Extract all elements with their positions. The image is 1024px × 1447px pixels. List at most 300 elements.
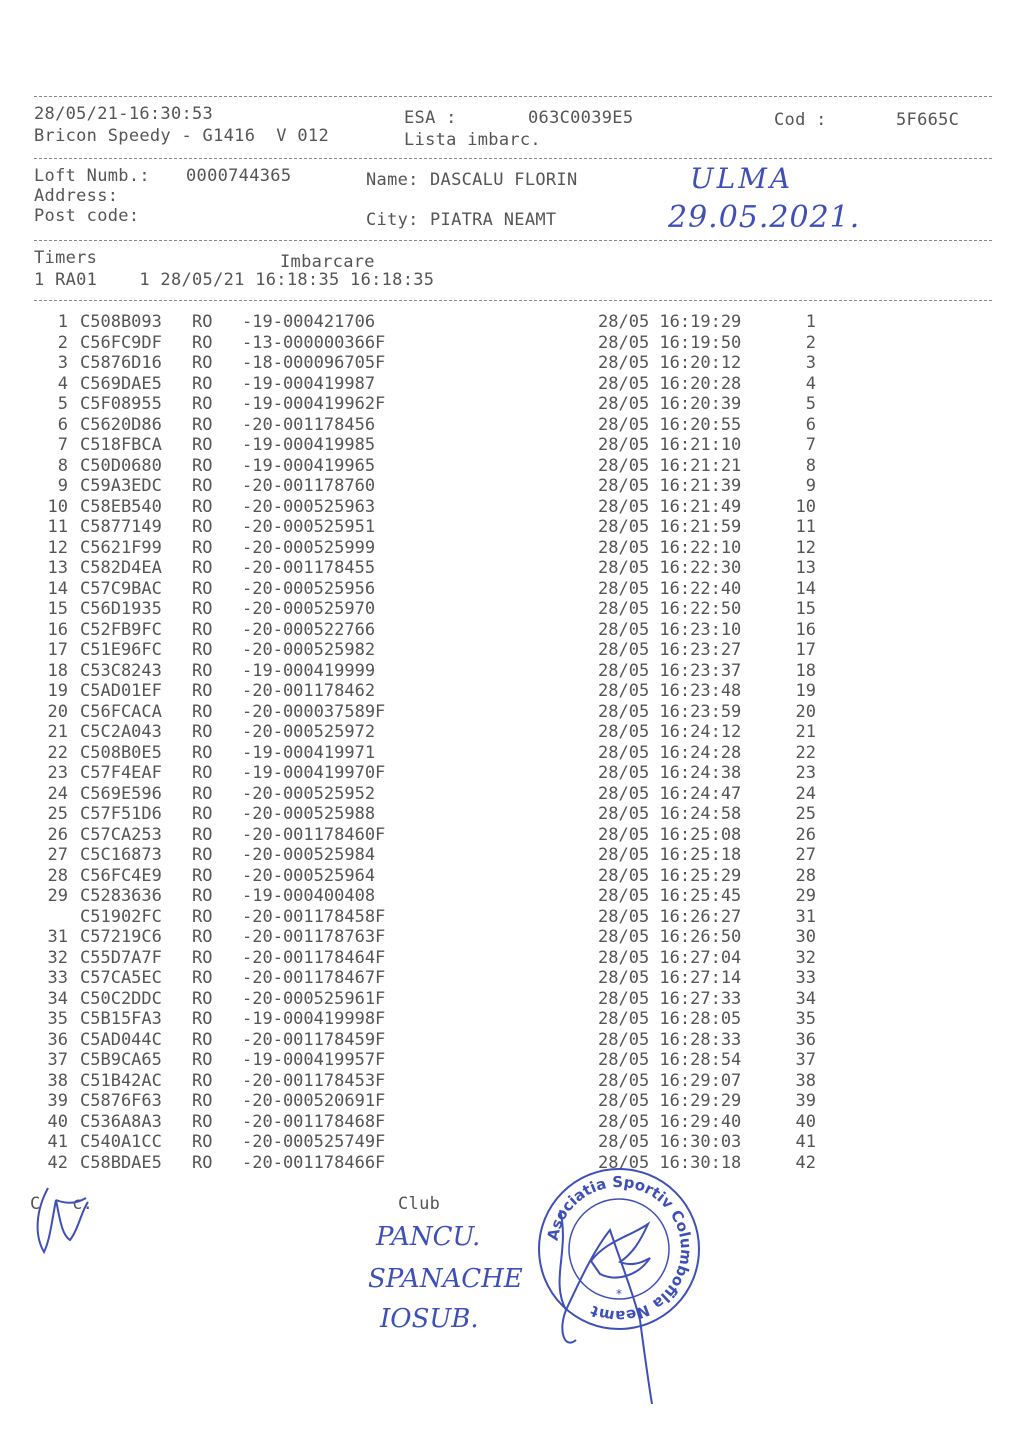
- row-country: RO: [192, 845, 213, 865]
- row-ring-number: -20-000525988: [242, 804, 376, 824]
- club-label: Club: [398, 1194, 441, 1214]
- cod-value: 5F665C: [896, 110, 960, 130]
- row-number: 41: [47, 1132, 68, 1152]
- row-ring-number: -19-000419971: [242, 743, 376, 763]
- row-position: 1: [805, 312, 816, 332]
- row-number: 21: [47, 722, 68, 742]
- row-country: RO: [192, 681, 213, 701]
- row-position: 8: [805, 456, 816, 476]
- loft-number-label: Loft Numb.:: [34, 166, 150, 186]
- row-country: RO: [192, 1050, 213, 1070]
- table-row: [0, 1009, 1024, 1029]
- row-arrival-time: 28/05 16:24:47: [598, 784, 742, 804]
- row-ring-code: C56FC9DF: [80, 333, 162, 353]
- handwritten-date: 29.05.2021.: [668, 200, 861, 235]
- row-country: RO: [192, 456, 213, 476]
- row-arrival-time: 28/05 16:30:18: [598, 1153, 742, 1173]
- row-position: 35: [795, 1009, 816, 1029]
- row-number: 12: [47, 538, 68, 558]
- table-row: [0, 538, 1024, 558]
- row-position: 10: [795, 497, 816, 517]
- table-row: [0, 907, 1024, 927]
- table-row: [0, 599, 1024, 619]
- address-label: Address:: [34, 186, 119, 206]
- row-ring-number: -20-001178462: [242, 681, 376, 701]
- cod-label: Cod :: [774, 110, 827, 130]
- row-country: RO: [192, 1132, 213, 1152]
- row-number: 17: [47, 640, 68, 660]
- row-ring-number: -20-001178763F: [242, 927, 386, 947]
- row-ring-code: C58BDAE5: [80, 1153, 162, 1173]
- row-country: RO: [192, 415, 213, 435]
- row-country: RO: [192, 579, 213, 599]
- table-row: [0, 579, 1024, 599]
- row-country: RO: [192, 640, 213, 660]
- row-position: 23: [795, 763, 816, 783]
- table-row: [0, 845, 1024, 865]
- row-ring-code: C5877149: [80, 517, 162, 537]
- row-number: 27: [47, 845, 68, 865]
- row-ring-code: C5283636: [80, 886, 162, 906]
- row-arrival-time: 28/05 16:30:03: [598, 1132, 742, 1152]
- row-ring-code: C569DAE5: [80, 374, 162, 394]
- row-number: 16: [47, 620, 68, 640]
- row-number: 13: [47, 558, 68, 578]
- row-country: RO: [192, 1112, 213, 1132]
- row-ring-number: -19-000419985: [242, 435, 376, 455]
- postcode-label: Post code:: [34, 206, 140, 226]
- row-position: 17: [795, 640, 816, 660]
- imbarcare-label: Imbarcare: [280, 252, 375, 272]
- row-country: RO: [192, 825, 213, 845]
- row-position: 19: [795, 681, 816, 701]
- row-number: 19: [47, 681, 68, 701]
- row-country: RO: [192, 1071, 213, 1091]
- row-ring-number: -20-001178458F: [242, 907, 386, 927]
- row-arrival-time: 28/05 16:23:59: [598, 702, 742, 722]
- row-number: 26: [47, 825, 68, 845]
- table-row: [0, 476, 1024, 496]
- signature-left: [26, 1180, 96, 1260]
- row-ring-code: C5876F63: [80, 1091, 162, 1111]
- name-value: DASCALU FLORIN: [430, 170, 578, 190]
- row-arrival-time: 28/05 16:21:10: [598, 435, 742, 455]
- row-ring-number: -20-001178467F: [242, 968, 386, 988]
- row-arrival-time: 28/05 16:26:50: [598, 927, 742, 947]
- table-row: [0, 661, 1024, 681]
- row-country: RO: [192, 1091, 213, 1111]
- row-arrival-time: 28/05 16:20:55: [598, 415, 742, 435]
- row-position: 31: [795, 907, 816, 927]
- row-arrival-time: 28/05 16:23:10: [598, 620, 742, 640]
- row-position: 6: [805, 415, 816, 435]
- row-position: 26: [795, 825, 816, 845]
- row-country: RO: [192, 476, 213, 496]
- row-ring-code: C51E96FC: [80, 640, 162, 660]
- row-number: 38: [47, 1071, 68, 1091]
- row-country: RO: [192, 1030, 213, 1050]
- row-arrival-time: 28/05 16:21:49: [598, 497, 742, 517]
- row-number: 7: [57, 435, 68, 455]
- row-ring-code: C59A3EDC: [80, 476, 162, 496]
- row-number: 4: [57, 374, 68, 394]
- row-ring-code: C57F51D6: [80, 804, 162, 824]
- row-country: RO: [192, 517, 213, 537]
- row-ring-code: C5B15FA3: [80, 1009, 162, 1029]
- row-position: 29: [795, 886, 816, 906]
- row-position: 24: [795, 784, 816, 804]
- row-ring-number: -20-000525963: [242, 497, 376, 517]
- row-arrival-time: 28/05 16:25:29: [598, 866, 742, 886]
- row-arrival-time: 28/05 16:21:59: [598, 517, 742, 537]
- row-ring-code: C508B0E5: [80, 743, 162, 763]
- row-arrival-time: 28/05 16:24:12: [598, 722, 742, 742]
- row-ring-code: C5C16873: [80, 845, 162, 865]
- table-row: [0, 558, 1024, 578]
- row-position: 34: [795, 989, 816, 1009]
- print-datetime: 28/05/21-16:30:53: [34, 104, 214, 124]
- row-country: RO: [192, 599, 213, 619]
- row-ring-number: -20-001178456: [242, 415, 376, 435]
- row-country: RO: [192, 804, 213, 824]
- row-number: 31: [47, 927, 68, 947]
- row-position: 37: [795, 1050, 816, 1070]
- row-arrival-time: 28/05 16:23:37: [598, 661, 742, 681]
- row-number: 39: [47, 1091, 68, 1111]
- row-ring-number: -13-000000366F: [242, 333, 386, 353]
- row-ring-code: C5B9CA65: [80, 1050, 162, 1070]
- row-country: RO: [192, 353, 213, 373]
- row-ring-number: -20-001178468F: [242, 1112, 386, 1132]
- row-ring-number: -20-000525961F: [242, 989, 386, 1009]
- row-position: 40: [795, 1112, 816, 1132]
- table-row: [0, 743, 1024, 763]
- row-number: 36: [47, 1030, 68, 1050]
- row-country: RO: [192, 948, 213, 968]
- row-ring-code: C5876D16: [80, 353, 162, 373]
- row-number: 2: [57, 333, 68, 353]
- row-country: RO: [192, 763, 213, 783]
- row-arrival-time: 28/05 16:29:07: [598, 1071, 742, 1091]
- row-number: 22: [47, 743, 68, 763]
- row-ring-number: -20-000525749F: [242, 1132, 386, 1152]
- name-label: Name:: [366, 170, 419, 190]
- row-number: 42: [47, 1153, 68, 1173]
- row-ring-number: -20-000525970: [242, 599, 376, 619]
- row-ring-number: -20-000525952: [242, 784, 376, 804]
- table-row: [0, 1071, 1024, 1091]
- row-position: 12: [795, 538, 816, 558]
- row-ring-code: C50C2DDC: [80, 989, 162, 1009]
- row-number: 8: [57, 456, 68, 476]
- row-ring-number: -19-000419962F: [242, 394, 386, 414]
- table-row: [0, 1153, 1024, 1173]
- row-position: 41: [795, 1132, 816, 1152]
- row-ring-code: C5621F99: [80, 538, 162, 558]
- row-ring-number: -19-000421706: [242, 312, 376, 332]
- row-number: 24: [47, 784, 68, 804]
- row-arrival-time: 28/05 16:29:29: [598, 1091, 742, 1111]
- row-position: 20: [795, 702, 816, 722]
- row-position: 2: [805, 333, 816, 353]
- row-number: 3: [57, 353, 68, 373]
- top-divider: [34, 96, 992, 97]
- row-ring-code: C569E596: [80, 784, 162, 804]
- row-country: RO: [192, 374, 213, 394]
- row-ring-code: C58EB540: [80, 497, 162, 517]
- row-number: 5: [57, 394, 68, 414]
- row-country: RO: [192, 702, 213, 722]
- row-country: RO: [192, 661, 213, 681]
- row-ring-code: C50D0680: [80, 456, 162, 476]
- row-arrival-time: 28/05 16:28:33: [598, 1030, 742, 1050]
- table-row: [0, 886, 1024, 906]
- row-ring-number: -20-000522766: [242, 620, 376, 640]
- row-ring-number: -20-001178459F: [242, 1030, 386, 1050]
- row-country: RO: [192, 968, 213, 988]
- row-number: 20: [47, 702, 68, 722]
- row-country: RO: [192, 866, 213, 886]
- table-row: [0, 435, 1024, 455]
- row-arrival-time: 28/05 16:25:45: [598, 886, 742, 906]
- row-country: RO: [192, 1009, 213, 1029]
- timers-label: Timers: [34, 248, 98, 268]
- row-country: RO: [192, 784, 213, 804]
- table-row: [0, 497, 1024, 517]
- row-arrival-time: 28/05 16:24:58: [598, 804, 742, 824]
- row-arrival-time: 28/05 16:20:28: [598, 374, 742, 394]
- row-ring-number: -20-001178460F: [242, 825, 386, 845]
- row-arrival-time: 28/05 16:25:08: [598, 825, 742, 845]
- svg-text:*: *: [616, 1287, 622, 1301]
- table-row: [0, 804, 1024, 824]
- row-arrival-time: 28/05 16:23:27: [598, 640, 742, 660]
- timers-divider: [34, 300, 992, 301]
- signature-right: [540, 1190, 690, 1410]
- row-ring-number: -20-000525972: [242, 722, 376, 742]
- row-number: 37: [47, 1050, 68, 1070]
- row-ring-number: -19-000419957F: [242, 1050, 386, 1070]
- row-country: RO: [192, 989, 213, 1009]
- handwritten-name-2: SPANACHE: [368, 1264, 523, 1294]
- row-arrival-time: 28/05 16:27:33: [598, 989, 742, 1009]
- table-row: [0, 456, 1024, 476]
- row-position: 14: [795, 579, 816, 599]
- row-country: RO: [192, 907, 213, 927]
- table-row: [0, 784, 1024, 804]
- table-row: [0, 415, 1024, 435]
- row-ring-number: -20-000525956: [242, 579, 376, 599]
- row-country: RO: [192, 497, 213, 517]
- row-country: RO: [192, 886, 213, 906]
- row-ring-number: -20-000525964: [242, 866, 376, 886]
- row-arrival-time: 28/05 16:29:40: [598, 1112, 742, 1132]
- row-ring-code: C5AD01EF: [80, 681, 162, 701]
- row-position: 42: [795, 1153, 816, 1173]
- row-position: 25: [795, 804, 816, 824]
- table-row: [0, 1050, 1024, 1070]
- row-arrival-time: 28/05 16:21:39: [598, 476, 742, 496]
- loft-number-value: 0000744365: [186, 166, 292, 186]
- row-ring-number: -19-000419965: [242, 456, 376, 476]
- row-ring-number: -20-001178453F: [242, 1071, 386, 1091]
- row-arrival-time: 28/05 16:26:27: [598, 907, 742, 927]
- row-arrival-time: 28/05 16:22:50: [598, 599, 742, 619]
- row-ring-code: C536A8A3: [80, 1112, 162, 1132]
- row-position: 7: [805, 435, 816, 455]
- row-arrival-time: 28/05 16:22:40: [598, 579, 742, 599]
- row-arrival-time: 28/05 16:20:39: [598, 394, 742, 414]
- row-number: 35: [47, 1009, 68, 1029]
- row-ring-number: -19-000419999: [242, 661, 376, 681]
- owner-divider: [34, 240, 992, 241]
- table-row: [0, 989, 1024, 1009]
- list-title: Lista imbarc.: [404, 130, 541, 150]
- row-position: 32: [795, 948, 816, 968]
- row-ring-number: -20-001178760: [242, 476, 376, 496]
- header-divider: [34, 158, 992, 159]
- row-position: 9: [805, 476, 816, 496]
- table-row: [0, 333, 1024, 353]
- row-arrival-time: 28/05 16:19:29: [598, 312, 742, 332]
- row-ring-number: -20-000525982: [242, 640, 376, 660]
- row-number: 9: [57, 476, 68, 496]
- row-ring-number: -20-000520691F: [242, 1091, 386, 1111]
- handwritten-name-3: IOSUB.: [380, 1304, 479, 1334]
- row-arrival-time: 28/05 16:19:50: [598, 333, 742, 353]
- row-ring-code: C5AD044C: [80, 1030, 162, 1050]
- row-arrival-time: 28/05 16:28:05: [598, 1009, 742, 1029]
- table-row: [0, 825, 1024, 845]
- row-number: 14: [47, 579, 68, 599]
- row-position: 38: [795, 1071, 816, 1091]
- table-row: [0, 517, 1024, 537]
- row-ring-code: C508B093: [80, 312, 162, 332]
- row-ring-number: -20-000525999: [242, 538, 376, 558]
- row-ring-code: C57F4EAF: [80, 763, 162, 783]
- row-ring-code: C55D7A7F: [80, 948, 162, 968]
- row-arrival-time: 28/05 16:21:21: [598, 456, 742, 476]
- table-row: [0, 1030, 1024, 1050]
- row-arrival-time: 28/05 16:24:38: [598, 763, 742, 783]
- row-number: 29: [47, 886, 68, 906]
- table-row: [0, 620, 1024, 640]
- row-number: 18: [47, 661, 68, 681]
- table-row: [0, 866, 1024, 886]
- row-ring-code: C5F08955: [80, 394, 162, 414]
- row-ring-code: C57CA5EC: [80, 968, 162, 988]
- row-ring-code: C57C9BAC: [80, 579, 162, 599]
- row-arrival-time: 28/05 16:22:30: [598, 558, 742, 578]
- row-ring-number: -19-000419998F: [242, 1009, 386, 1029]
- row-ring-number: -19-000419987: [242, 374, 376, 394]
- row-ring-code: C56D1935: [80, 599, 162, 619]
- row-arrival-time: 28/05 16:20:12: [598, 353, 742, 373]
- row-ring-code: C52FB9FC: [80, 620, 162, 640]
- row-position: 21: [795, 722, 816, 742]
- row-ring-number: -20-001178466F: [242, 1153, 386, 1173]
- row-position: 30: [795, 927, 816, 947]
- row-ring-code: C57CA253: [80, 825, 162, 845]
- row-number: 11: [47, 517, 68, 537]
- row-ring-number: -18-000096705F: [242, 353, 386, 373]
- table-row: [0, 681, 1024, 701]
- row-position: 5: [805, 394, 816, 414]
- row-position: 18: [795, 661, 816, 681]
- handwritten-location: ULMA: [690, 162, 794, 195]
- table-row: [0, 640, 1024, 660]
- row-position: 4: [805, 374, 816, 394]
- footer-left-label: C c.: [30, 1194, 94, 1214]
- row-position: 11: [795, 517, 816, 537]
- table-row: [0, 353, 1024, 373]
- row-ring-code: C5620D86: [80, 415, 162, 435]
- row-arrival-time: 28/05 16:25:18: [598, 845, 742, 865]
- row-ring-code: C53C8243: [80, 661, 162, 681]
- table-row: [0, 1132, 1024, 1152]
- row-arrival-time: 28/05 16:22:10: [598, 538, 742, 558]
- table-row: [0, 722, 1024, 742]
- row-ring-number: -20-001178455: [242, 558, 376, 578]
- row-ring-code: C540A1CC: [80, 1132, 162, 1152]
- row-position: 16: [795, 620, 816, 640]
- row-position: 13: [795, 558, 816, 578]
- timer-line: 1 RA01 1 28/05/21 16:18:35 16:18:35: [34, 270, 435, 290]
- row-number: 40: [47, 1112, 68, 1132]
- row-position: 15: [795, 599, 816, 619]
- row-ring-number: -20-000525951: [242, 517, 376, 537]
- row-ring-code: C56FCACA: [80, 702, 162, 722]
- row-position: 36: [795, 1030, 816, 1050]
- row-number: 1: [57, 312, 68, 332]
- row-arrival-time: 28/05 16:27:04: [598, 948, 742, 968]
- row-position: 22: [795, 743, 816, 763]
- row-ring-code: C582D4EA: [80, 558, 162, 578]
- row-ring-code: C51B42AC: [80, 1071, 162, 1091]
- row-country: RO: [192, 394, 213, 414]
- esa-value: 063C0039E5: [528, 108, 634, 128]
- table-row: [0, 1112, 1024, 1132]
- row-ring-code: C57219C6: [80, 927, 162, 947]
- row-country: RO: [192, 435, 213, 455]
- row-country: RO: [192, 927, 213, 947]
- row-position: 3: [805, 353, 816, 373]
- row-number: 10: [47, 497, 68, 517]
- table-row: [0, 968, 1024, 988]
- row-ring-number: -20-000525984: [242, 845, 376, 865]
- row-country: RO: [192, 722, 213, 742]
- row-country: RO: [192, 333, 213, 353]
- row-number: 34: [47, 989, 68, 1009]
- row-ring-code: C518FBCA: [80, 435, 162, 455]
- row-arrival-time: 28/05 16:23:48: [598, 681, 742, 701]
- row-number: 15: [47, 599, 68, 619]
- city-label: City:: [366, 210, 419, 230]
- device-name: Bricon Speedy - G1416 V 012: [34, 126, 329, 146]
- row-country: RO: [192, 620, 213, 640]
- row-ring-number: -19-000400408: [242, 886, 376, 906]
- row-position: 28: [795, 866, 816, 886]
- row-position: 33: [795, 968, 816, 988]
- row-country: RO: [192, 312, 213, 332]
- stamp-text: Asociatia Sportiv Columbofila Neamt: [543, 1172, 696, 1326]
- row-country: RO: [192, 1153, 213, 1173]
- row-country: RO: [192, 743, 213, 763]
- table-row: [0, 1091, 1024, 1111]
- row-number: 32: [47, 948, 68, 968]
- row-number: 23: [47, 763, 68, 783]
- row-number: 28: [47, 866, 68, 886]
